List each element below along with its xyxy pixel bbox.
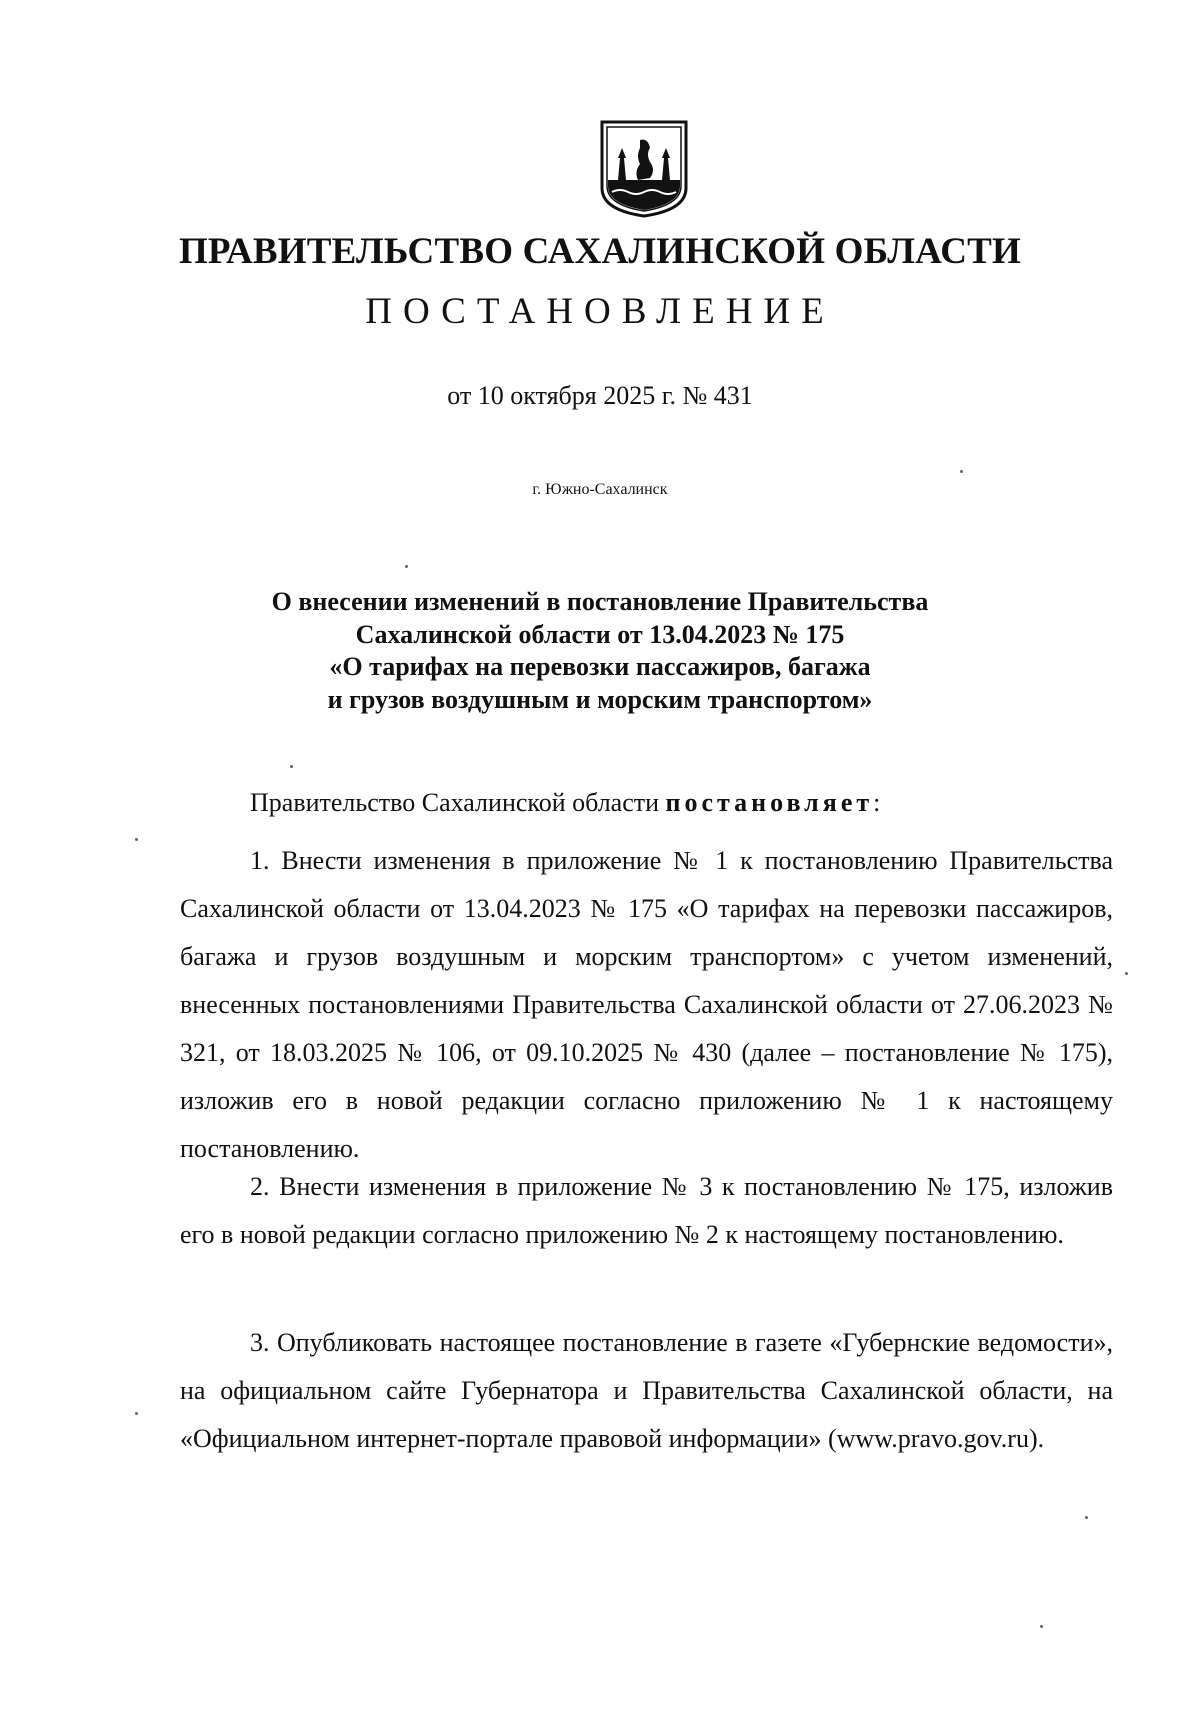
government-title: ПРАВИТЕЛЬСТВО САХАЛИНСКОЙ ОБЛАСТИ xyxy=(178,231,1022,272)
scan-speck xyxy=(1085,1516,1088,1519)
intro-spaced-word: постановляет xyxy=(665,788,874,817)
document-type-title: ПОСТАНОВЛЕНИЕ xyxy=(365,291,835,332)
scan-speck xyxy=(1040,1625,1043,1628)
scan-speck xyxy=(135,1412,138,1415)
intro-suffix: : xyxy=(873,788,881,817)
document-date-number: от 10 октября 2025 г. № 431 xyxy=(447,381,753,410)
body-paragraph-1: 1. Внести изменения в приложение № 1 к постановлению Правительства Сахалинской области от 13.04.2023 № 175 «О тарифах на перевозки пассажиров, багажа и грузов воздушным и морским транспортом» с учетом изменений, внесенных постановлениями Правительства Сахалинской области от 27.06.2023 № 321, от 18.03.2025 № 106, от 09.10.2025 № 430 (далее – постановление № 175), изложив его в новой редакции согласно приложению № 1 к настоящему постановлению. xyxy=(180,846,1113,1163)
body-paragraph-3: 3. Опубликовать настоящее постановление в газете «Губернские ведомости», на официальном сайте Губернатора и Правительства Сахалинской области, на «Официальном интернет-портале правовой информации» (www.pravo.gov.ru). xyxy=(180,1328,1113,1453)
document-subject xyxy=(0,586,1200,716)
sakhalin-coat-of-arms-icon xyxy=(598,118,690,218)
intro-prefix: Правительство Сахалинской области xyxy=(250,788,666,817)
subject-line: Сахалинской области от 13.04.2023 № 175 xyxy=(355,619,845,649)
body-paragraph-2: 2. Внести изменения в приложение № 3 к постановлению № 175, изложив его в новой редакции согласно приложению № 2 к настоящему постановлению. xyxy=(180,1172,1113,1249)
scan-speck xyxy=(960,470,963,473)
scan-speck xyxy=(135,838,138,841)
subject-line: О внесении изменений в постановление Правительства xyxy=(271,587,929,616)
subject-line: и грузов воздушным и морским транспортом» xyxy=(327,684,873,714)
subject-line: «О тарифах на перевозки пассажиров, багажа xyxy=(329,652,871,681)
document-city: г. Южно-Сахалинск xyxy=(532,481,668,498)
scan-speck xyxy=(405,565,408,568)
intro-paragraph xyxy=(180,779,1113,827)
scan-speck xyxy=(290,765,293,768)
scan-speck xyxy=(1125,972,1128,975)
